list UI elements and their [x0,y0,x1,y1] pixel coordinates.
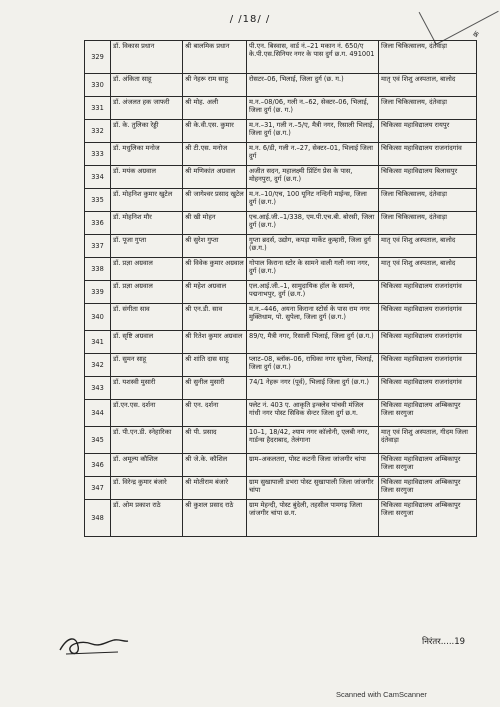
cell-father: श्री एन.डी. साव [183,304,247,331]
table-row [85,212,477,235]
cell-no: 346 [85,454,111,477]
cell-father: श्री नेहरू राम साहू [183,74,247,97]
table-row [85,377,477,400]
cell-father: श्री के.वी.एस. कुमार [183,120,247,143]
cell-no: 334 [85,166,111,189]
cell-address: प्लाट–08, ब्लॉक–06, राधिका नगर सुपेला, भिलाई, जिला दुर्ग (छ.ग.) [247,354,379,377]
cell-address: एच.आई.जी.–1/338, एम.पी.एच.बी. बोरसी, जिला दुर्ग (छ.ग.) [247,212,379,235]
cell-father: श्री महेश अग्रवाल [183,281,247,304]
cell-father: श्री मोतीराम बंजारे [183,477,247,500]
table-row [85,304,477,331]
cell-address: 74/1 नेहरू नगर (पूर्व), भिलाई जिला दुर्ग (छ.ग.) [247,377,379,400]
table-row [85,477,477,500]
cell-name: डॉ. सुमन साहू [111,354,183,377]
cell-father: श्री विवेक कुमार अग्रवाल [183,258,247,281]
cell-address: म.न.–446, अयना किराना स्टोर्स के पास राम नगर मुक्तिधाम, पो. सुपेला, जिला दुर्ग (छ.ग.) [247,304,379,331]
continued-note: निरंतर.....19 [422,637,466,647]
cell-posting: चिकित्सा महाविद्यालय अम्बिकापुर जिला सरगुजा [379,400,477,427]
cell-posting: मातृ एवं शिशु अस्पताल, गीदम जिला दंतेवाड़ा [379,427,477,454]
cell-posting: जिला चिकित्सालय, दंतेवाड़ा [379,212,477,235]
cell-name: डॉ. अंजलत हक जाफरी [111,97,183,120]
cell-no: 333 [85,143,111,166]
cell-father: श्री टी.एस. मनोज [183,143,247,166]
cell-father: श्री रितेश कुमार अग्रवाल [183,331,247,354]
cell-father: श्री मोह. अली [183,97,247,120]
cell-address: 89/ए, मैत्री नगर, रिसाली भिलाई, जिला दुर्ग (छ.ग.) [247,331,379,354]
cell-posting: मातृ एवं शिशु अस्पताल, बालोद [379,235,477,258]
table-row [85,427,477,454]
cell-no: 340 [85,304,111,331]
cell-name: डॉ. पी.एन.डी. स्नेहारिका [111,427,183,454]
cell-no: 337 [85,235,111,258]
cell-posting: चिकित्सा महाविद्यालय अम्बिकापुर जिला सरगुजा [379,477,477,500]
cell-address: गुप्ता ब्रदर्स, उद्योग, कपड़ा मार्केट कुम्हारी, जिला दुर्ग (छ.ग.) [247,235,379,258]
cell-father: श्री मणिकांत अग्रवाल [183,166,247,189]
doctor-posting-table [84,40,477,537]
cell-name: डॉ. विरेन्द्र कुमार बंजारे [111,477,183,500]
table-row [85,354,477,377]
cell-no: 342 [85,354,111,377]
table-row [85,400,477,427]
cell-address: म.न. 6/डी, गली न.–27, सेक्टर–01, भिलाई जिला दुर्ग [247,143,379,166]
cell-posting: चिकित्सा महाविद्यालय राजनांदगांव [379,331,477,354]
cell-address: एल.आई.जी.–1, सामुदायिक हॉल के सामने, पद्मनाभपुर, दुर्ग (छ.ग.) [247,281,379,304]
table-row [85,281,477,304]
cell-father: श्री बालमिक प्रधान [183,41,247,74]
cell-name: डॉ. यशस्वी मुसारी [111,377,183,400]
cell-posting: चिकित्सा महाविद्यालय बिलासपुर [379,166,477,189]
cell-posting: चिकित्सा महाविद्यालय अम्बिकापुर जिला सरगुजा [379,454,477,477]
table-body [85,41,477,537]
cell-no: 344 [85,400,111,427]
cell-no: 343 [85,377,111,400]
cell-father: श्री एन. दर्शना [183,400,247,427]
table-row [85,331,477,354]
cell-name: डॉ. सृष्टि अग्रवाल [111,331,183,354]
cell-address: फ्लेट नं. 403 ए. आकृति इन्क्लेव पांचवी मंजिल गांधी नगर पोस्ट सिविक सेन्टर जिला दुर्ग छ.ग. [247,400,379,427]
cell-no: 331 [85,97,111,120]
cell-name: डॉ. मधुलिका मनोज [111,143,183,166]
cell-no: 348 [85,500,111,537]
cell-posting: जिला चिकित्सालय, दंतेवाड़ा [379,189,477,212]
cell-name: डॉ. ओम प्रकाश राठे [111,500,183,537]
cell-posting: मातृ एवं शिशु अस्पताल, बालोद [379,258,477,281]
cell-address: पी.एन. बिस्वास, वार्ड नं.–21 मकान नं. 650/ए के.पी.एस.सिनियर नगर के पास दुर्ग छ.ग. 491001 [247,41,379,74]
scanner-watermark: Scanned with CamScanner [336,690,427,699]
table-row [85,258,477,281]
cell-no: 332 [85,120,111,143]
cell-posting: चिकित्सा महाविद्यालय अम्बिकापुर जिला सरगुजा [379,500,477,537]
cell-name: डॉ. प्रज्ञा अग्रवाल [111,281,183,304]
cell-address: ग्राम सुखापाली डभरा पोस्ट सुखापाली जिला जांजगीर चांपा [247,477,379,500]
table-row [85,189,477,212]
cell-father: श्री पी. प्रसाद [183,427,247,454]
cell-address: 10–1, 18/42, श्याम नगर कॉलोनी, एलबी नगर, गार्डन्स हैदराबाद, तेलंगाना [247,427,379,454]
cell-name: डॉ. मोहनिश कुमार खुटेल [111,189,183,212]
cell-posting: चिकित्सा महाविद्यालय राजनांदगांव [379,304,477,331]
cell-address: गोपाल किराना स्टोर के सामने वाली गली नया नगर, दुर्ग (छ.ग.) [247,258,379,281]
page-number: / /18/ / [229,14,271,25]
corner-note: क्र [471,29,482,39]
cell-father: श्री खी मोहन [183,212,247,235]
cell-posting: मातृ एवं शिशु अस्पताल, बालोद [379,74,477,97]
cell-father: श्री शांति दास साहू [183,354,247,377]
cell-address: म.न.–10/एच, 100 यूनिट नन्दिनी माईन्स, जिला दुर्ग (छ.ग.) [247,189,379,212]
cell-name: डॉ. प्रज्ञा अग्रवाल [111,258,183,281]
table-row [85,143,477,166]
cell-address: म.न.–08/06, गली न.–62, सेक्टर–06, भिलाई, जिला दुर्ग (छ. ग.) [247,97,379,120]
cell-address: अजीत सदन, महालक्ष्मी प्रिंटिंग प्रेस के पास, मोहनपुरा, दुर्ग (छ.ग.) [247,166,379,189]
cell-address: रोसटर–06, भिलाई, जिला दुर्ग (छ. ग.) [247,74,379,97]
table-row [85,454,477,477]
cell-posting: जिला चिकित्सालय, दंतेवाड़ा [379,97,477,120]
cell-posting: चिकित्सा महाविद्यालय राजनांदगांव [379,281,477,304]
cell-address: ग्राम मेहन्दी, पोस्ट बुंदेली, तहसील पामगढ़ जिला जांजगीर चांपा छ.ग. [247,500,379,537]
cell-name: डॉ. मयंक अग्रवाल [111,166,183,189]
cell-posting: चिकित्सा महाविद्यालय राजनांदगांव [379,354,477,377]
cell-posting: चिकित्सा महाविद्यालय रायपुर [379,120,477,143]
cell-address: म.न.–31, गली न.–5/ए, मैत्री नगर, रिसाली भिलाई, जिला दुर्ग (छ.ग.) [247,120,379,143]
cell-no: 345 [85,427,111,454]
table-row [85,74,477,97]
cell-address: ग्राम–अकलतरा, पोस्ट कटनी जिला जांजगीर चांपा [247,454,379,477]
cell-name: डॉ. अंकिता साहू [111,74,183,97]
cell-name: डॉ.एन.एस. दर्शना [111,400,183,427]
cell-no: 338 [85,258,111,281]
table-row [85,120,477,143]
cell-no: 336 [85,212,111,235]
cell-no: 339 [85,281,111,304]
cell-father: श्री सुनील मुसारी [183,377,247,400]
cell-name: डॉ. संगीता साव [111,304,183,331]
cell-father: श्री जागेश्वर प्रसाद खुटेल [183,189,247,212]
cell-name: डॉ. पूजा गुप्ता [111,235,183,258]
cell-posting: चिकित्सा महाविद्यालय राजनांदगांव [379,377,477,400]
table-row [85,97,477,120]
cell-no: 347 [85,477,111,500]
cell-no: 341 [85,331,111,354]
cell-posting: जिला चिकित्सालय, दंतेवाड़ा [379,41,477,74]
cell-father: श्री कुशल प्रसाद राठे [183,500,247,537]
signature [58,632,130,658]
cell-no: 335 [85,189,111,212]
cell-father: श्री जे.के. कौशिल [183,454,247,477]
cell-name: डॉ. मोहनिश मौर [111,212,183,235]
table-row [85,166,477,189]
table-row [85,235,477,258]
cell-name: डॉ. विकास प्रधान [111,41,183,74]
cell-no: 329 [85,41,111,74]
cell-name: डॉ. के. तुलिका रेड्डी [111,120,183,143]
cell-no: 330 [85,74,111,97]
cell-name: डॉ. अमूल्य कौशिल [111,454,183,477]
cell-posting: चिकित्सा महाविद्यालय राजनांदगांव [379,143,477,166]
cell-father: श्री सुरेश गुप्ता [183,235,247,258]
table-row [85,41,477,74]
table-row [85,500,477,537]
